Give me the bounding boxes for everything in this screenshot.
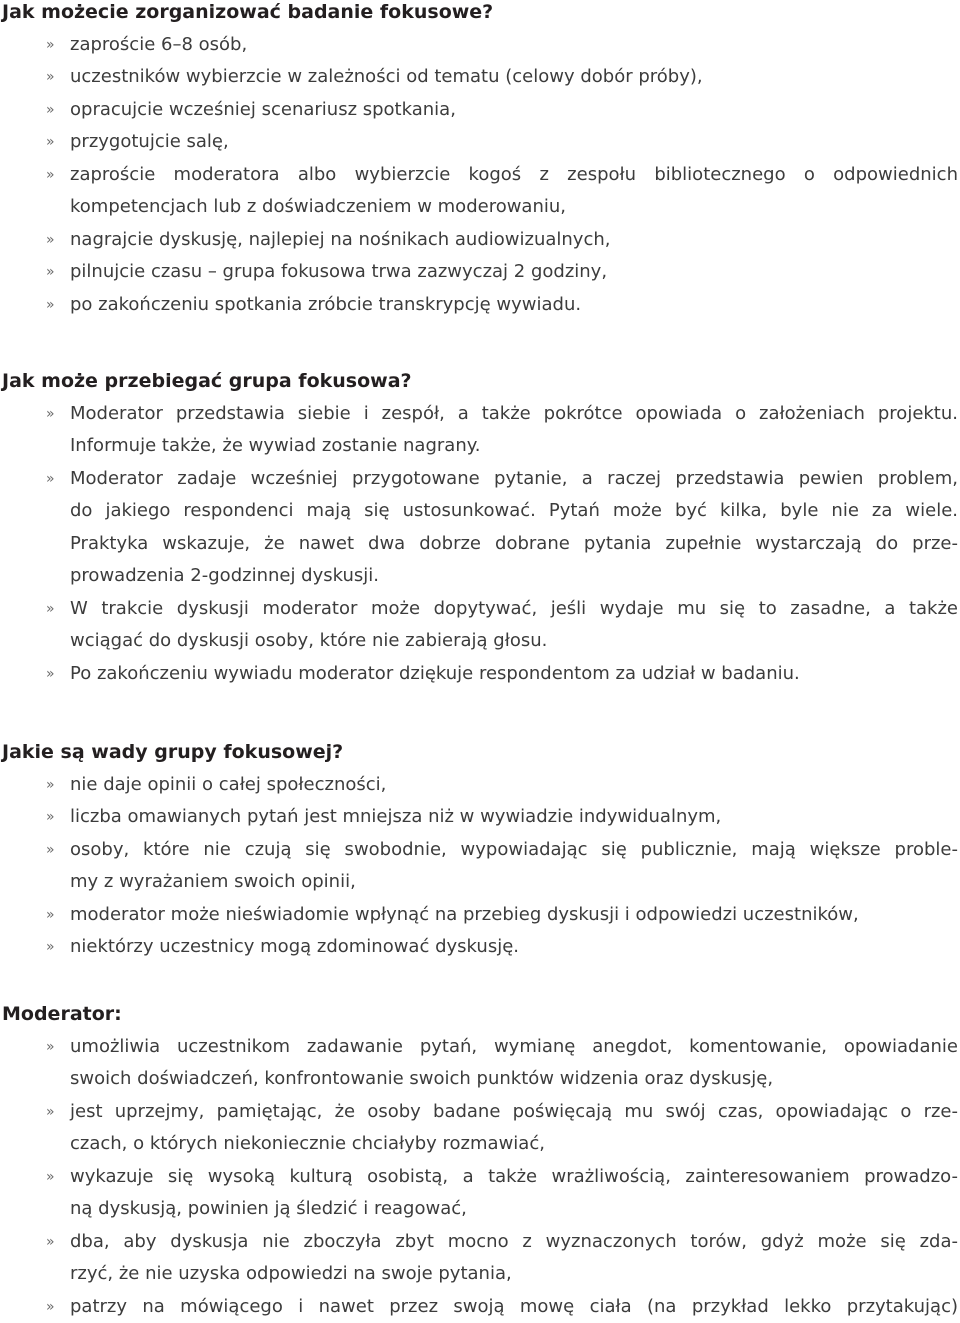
list-item bbox=[0, 61, 960, 94]
item-text: Moderator przedstawia siebie i zespół, a także pokrótce opowiada o założeniach projektu. bbox=[70, 398, 958, 431]
section-organize bbox=[0, 0, 960, 321]
item-text: prowadzenia 2-godzinnej dyskusji. bbox=[70, 560, 958, 593]
list-item bbox=[0, 94, 960, 127]
list-item bbox=[0, 398, 960, 463]
list-item bbox=[0, 463, 960, 593]
item-text: rzyć, że nie uzyska odpowiedzi na swoje pytania, bbox=[70, 1258, 958, 1291]
item-text: opracujcie wcześniej scenariusz spotkania, bbox=[70, 94, 958, 127]
list-item bbox=[0, 256, 960, 289]
bullet-list bbox=[0, 1031, 960, 1323]
section-process bbox=[0, 365, 960, 690]
item-text: patrzy na mówiącego i nawet przez swoją mowę ciała (na przykład lekko przytakując) bbox=[70, 1291, 958, 1323]
bullet-icon: » bbox=[46, 658, 55, 691]
section-moderator bbox=[0, 998, 960, 1323]
list-item bbox=[0, 1096, 960, 1161]
item-text: my z wyrażaniem swoich opinii, bbox=[70, 866, 958, 899]
item-text: po zakończeniu spotkania zróbcie transkrypcję wywiadu. bbox=[70, 289, 958, 322]
item-text: czach, o których niekoniecznie chciałyby rozmawiać, bbox=[70, 1128, 958, 1161]
list-item bbox=[0, 899, 960, 932]
list-item bbox=[0, 834, 960, 899]
bullet-icon: » bbox=[46, 834, 55, 867]
item-text: przygotujcie salę, bbox=[70, 126, 958, 159]
item-text: umożliwia uczestnikom zadawanie pytań, wymianę anegdot, komentowanie, opowiadanie bbox=[70, 1031, 958, 1064]
item-text: Moderator zadaje wcześniej przygotowane pytanie, a raczej przedstawia pewien problem, bbox=[70, 463, 958, 496]
bullet-icon: » bbox=[46, 931, 55, 964]
item-text: W trakcie dyskusji moderator może dopytywać, jeśli wydaje mu się to zasadne, a także bbox=[70, 593, 958, 626]
section-heading: Jak może przebiegać grupa fokusowa? bbox=[0, 365, 960, 398]
bullet-icon: » bbox=[46, 1226, 55, 1259]
list-item bbox=[0, 159, 960, 224]
item-text: dba, aby dyskusja nie zboczyła zbyt mocno z wyznaczonych torów, gdyż może się zda- bbox=[70, 1226, 958, 1259]
item-text: jest uprzejmy, pamiętając, że osoby badane poświęcają mu swój czas, opowiadając o rze- bbox=[70, 1096, 958, 1129]
item-text: swoich doświadczeń, konfrontowanie swoich punktów widzenia oraz dyskusję, bbox=[70, 1063, 958, 1096]
bullet-icon: » bbox=[46, 1096, 55, 1129]
bullet-icon: » bbox=[46, 398, 55, 431]
section-drawbacks bbox=[0, 736, 960, 964]
list-item bbox=[0, 1291, 960, 1323]
bullet-icon: » bbox=[46, 1291, 55, 1323]
bullet-icon: » bbox=[46, 801, 55, 834]
item-text: zaproście moderatora albo wybierzcie kogoś z zespołu bibliotecznego o odpowiednich bbox=[70, 159, 958, 192]
list-item bbox=[0, 126, 960, 159]
bullet-icon: » bbox=[46, 1031, 55, 1064]
bullet-icon: » bbox=[46, 1161, 55, 1194]
item-text: nie daje opinii o całej społeczności, bbox=[70, 769, 958, 802]
item-text: niektórzy uczestnicy mogą zdominować dyskusję. bbox=[70, 931, 958, 964]
bullet-icon: » bbox=[46, 94, 55, 127]
item-text: Po zakończeniu wywiadu moderator dziękuje respondentom za udział w badaniu. bbox=[70, 658, 958, 691]
item-text: ną dyskusją, powinien ją śledzić i reagować, bbox=[70, 1193, 958, 1226]
bullet-icon: » bbox=[46, 256, 55, 289]
section-heading: Jak możecie zorganizować badanie fokusowe? bbox=[0, 0, 960, 29]
bullet-icon: » bbox=[46, 29, 55, 62]
item-text: osoby, które nie czują się swobodnie, wypowiadając się publicznie, mają większe proble- bbox=[70, 834, 958, 867]
bullet-list bbox=[0, 29, 960, 322]
item-text: wciągać do dyskusji osoby, które nie zabierają głosu. bbox=[70, 625, 958, 658]
bullet-icon: » bbox=[46, 289, 55, 322]
section-heading: Moderator: bbox=[0, 998, 960, 1031]
bullet-icon: » bbox=[46, 769, 55, 802]
item-text: do jakiego respondenci mają się ustosunkować. Pytań może być kilka, byle nie za wiele. bbox=[70, 495, 958, 528]
bullet-icon: » bbox=[46, 61, 55, 94]
item-text: uczestników wybierzcie w zależności od tematu (celowy dobór próby), bbox=[70, 61, 958, 94]
list-item bbox=[0, 1226, 960, 1291]
item-text: moderator może nieświadomie wpłynąć na przebieg dyskusji i odpowiedzi uczestników, bbox=[70, 899, 958, 932]
list-item bbox=[0, 289, 960, 322]
item-text: Praktyka wskazuje, że nawet dwa dobrze dobrane pytania zupełnie wystarczają do prze- bbox=[70, 528, 958, 561]
list-item bbox=[0, 931, 960, 964]
item-text: pilnujcie czasu – grupa fokusowa trwa zazwyczaj 2 godziny, bbox=[70, 256, 958, 289]
list-item bbox=[0, 29, 960, 62]
item-text: zaproście 6–8 osób, bbox=[70, 29, 958, 62]
bullet-list bbox=[0, 769, 960, 964]
bullet-icon: » bbox=[46, 899, 55, 932]
bullet-list bbox=[0, 398, 960, 691]
list-item bbox=[0, 658, 960, 691]
list-item bbox=[0, 593, 960, 658]
bullet-icon: » bbox=[46, 463, 55, 496]
list-item bbox=[0, 1031, 960, 1096]
bullet-icon: » bbox=[46, 159, 55, 192]
list-item bbox=[0, 801, 960, 834]
section-heading: Jakie są wady grupy fokusowej? bbox=[0, 736, 960, 769]
item-text: Informuje także, że wywiad zostanie nagrany. bbox=[70, 430, 958, 463]
item-text: nagrajcie dyskusję, najlepiej na nośnikach audiowizualnych, bbox=[70, 224, 958, 257]
bullet-icon: » bbox=[46, 224, 55, 257]
item-text: liczba omawianych pytań jest mniejsza niż w wywiadzie indywidualnym, bbox=[70, 801, 958, 834]
list-item bbox=[0, 769, 960, 802]
list-item bbox=[0, 224, 960, 257]
list-item bbox=[0, 1161, 960, 1226]
item-text: kompetencjach lub z doświadczeniem w moderowaniu, bbox=[70, 191, 958, 224]
item-text: wykazuje się wysoką kulturą osobistą, a także wrażliwością, zainteresowaniem prowadzo- bbox=[70, 1161, 958, 1194]
bullet-icon: » bbox=[46, 593, 55, 626]
bullet-icon: » bbox=[46, 126, 55, 159]
